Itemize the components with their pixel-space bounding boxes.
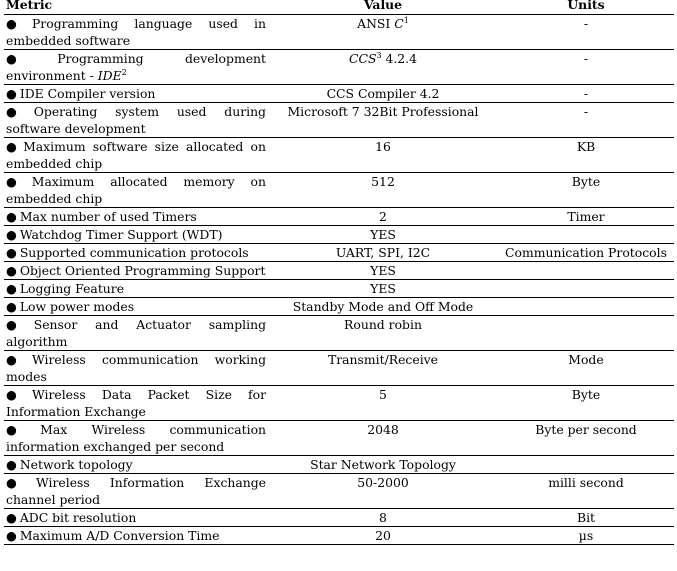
table-row <box>4 474 674 509</box>
bullet-icon: ● <box>6 209 17 224</box>
value-cell: Transmit/Receive <box>327 352 438 367</box>
bullet-icon: ● <box>6 352 30 367</box>
table-row <box>4 280 674 298</box>
value-cell: YES <box>370 281 396 296</box>
units-cell <box>498 226 674 244</box>
bullet-icon: ● <box>6 457 17 472</box>
table-row <box>4 527 674 545</box>
metric-cell: ● Supported communication protocols <box>6 245 249 260</box>
value-cell: 8 <box>379 510 387 525</box>
units-cell <box>498 280 674 298</box>
bullet-icon: ● <box>6 422 38 437</box>
units-cell: Byte per second <box>535 422 637 437</box>
bullet-icon: ● <box>6 387 29 402</box>
value-cell: ANSI $C^1$ <box>357 16 409 31</box>
units-cell: Timer <box>567 209 605 224</box>
bullet-icon: ● <box>6 227 17 242</box>
bullet-icon: ● <box>6 174 29 189</box>
metric-cell: ● Watchdog Timer Support (WDT) <box>6 227 223 242</box>
value-cell: 16 <box>375 139 391 154</box>
units-cell: - <box>583 104 589 119</box>
bullet-icon: ● <box>6 139 21 154</box>
metric-cell: ● Wireless communication working modes <box>6 352 266 384</box>
value-cell: CCS$^3$ 4.2.4 <box>348 51 417 66</box>
metric-cell: ● Low power modes <box>6 299 135 314</box>
metric-cell: ● Maximum software size allocated on embedded chip <box>6 139 266 171</box>
bullet-icon: ● <box>6 104 31 119</box>
metric-cell: ● Max number of used Timers <box>6 209 197 224</box>
value-cell: 50-2000 <box>357 475 409 490</box>
value-cell: UART, SPI, I2C <box>335 245 431 260</box>
value-cell: 5 <box>379 387 387 402</box>
metric-cell: ● Sensor and Actuator sampling algorithm <box>6 317 266 349</box>
metric-cell: ● Wireless Data Packet Size for Information Exchange <box>6 387 266 419</box>
table-row <box>4 103 674 138</box>
bullet-icon: ● <box>6 263 17 278</box>
header-value: Value <box>363 0 403 12</box>
metric-cell: ● Wireless Information Exchange channel period <box>6 475 266 507</box>
table-row <box>4 262 674 280</box>
table-row <box>4 226 674 244</box>
units-cell <box>498 456 674 474</box>
header-row <box>4 0 674 15</box>
bullet-icon: ● <box>6 86 17 101</box>
value-cell: Round robin <box>344 317 422 332</box>
bullet-icon: ● <box>6 16 29 31</box>
metric-cell: ● Operating system used during software development <box>6 104 266 136</box>
value-cell: 20 <box>375 528 391 543</box>
units-cell: µs <box>578 528 594 543</box>
units-cell: milli second <box>548 475 624 490</box>
units-cell: - <box>583 86 589 101</box>
bullet-icon: ● <box>6 51 55 66</box>
value-cell: Star Network Topology <box>310 457 456 472</box>
table-row <box>4 173 674 208</box>
units-cell: KB <box>576 139 596 154</box>
table-row <box>4 298 674 316</box>
units-cell: Bit <box>576 510 596 525</box>
metric-cell: ● ADC bit resolution <box>6 510 137 525</box>
header-metric: Metric <box>6 0 53 12</box>
table-row <box>4 244 674 262</box>
table-row <box>4 15 674 50</box>
value-cell: 2048 <box>367 422 399 437</box>
table-row <box>4 316 674 351</box>
value-cell: Standby Mode and Off Mode <box>292 299 474 314</box>
units-cell: Byte <box>571 174 601 189</box>
bullet-icon: ● <box>6 510 17 525</box>
units-cell: Mode <box>568 352 604 367</box>
table-row <box>4 456 674 474</box>
bullet-icon: ● <box>6 317 31 332</box>
units-cell <box>498 262 674 280</box>
metric-cell: ● Object Oriented Programming Support <box>6 263 266 278</box>
units-cell: Communication Protocols <box>505 245 667 260</box>
table-row <box>4 386 674 421</box>
table-row <box>4 421 674 456</box>
table-row <box>4 85 674 103</box>
table-row <box>4 50 674 85</box>
value-cell: 512 <box>371 174 395 189</box>
bullet-icon: ● <box>6 475 34 490</box>
value-cell: Microsoft 7 32Bit Professional <box>287 104 479 119</box>
value-cell: CCS Compiler 4.2 <box>326 86 440 101</box>
bullet-icon: ● <box>6 528 17 543</box>
units-cell <box>498 316 674 351</box>
metric-cell: ● Max Wireless communication information exchanged per second <box>6 422 267 454</box>
table-row <box>4 509 674 527</box>
metric-cell: ● Logging Feature <box>6 281 125 296</box>
value-cell: YES <box>370 263 396 278</box>
units-cell: - <box>583 51 589 66</box>
bullet-icon: ● <box>6 299 17 314</box>
metric-cell: ● Programming language used in embedded software <box>6 16 267 48</box>
metrics-table <box>4 0 674 545</box>
units-cell <box>498 298 674 316</box>
header-units: Units <box>567 0 605 12</box>
table-row <box>4 351 674 386</box>
bullet-icon: ● <box>6 281 17 296</box>
metric-cell: ● Maximum A/D Conversion Time <box>6 528 220 543</box>
table-row <box>4 138 674 173</box>
metric-cell: ● Network topology <box>6 457 133 472</box>
value-cell: 2 <box>379 209 387 224</box>
metric-cell: ● IDE Compiler version <box>6 86 156 101</box>
metric-cell: ● Programming development environment - IDE$^2$ <box>6 51 266 83</box>
table-row <box>4 208 674 226</box>
metric-cell: ● Maximum allocated memory on embedded chip <box>6 174 266 206</box>
units-cell: - <box>583 16 589 31</box>
value-cell: YES <box>370 227 396 242</box>
units-cell: Byte <box>571 387 601 402</box>
bullet-icon: ● <box>6 245 17 260</box>
